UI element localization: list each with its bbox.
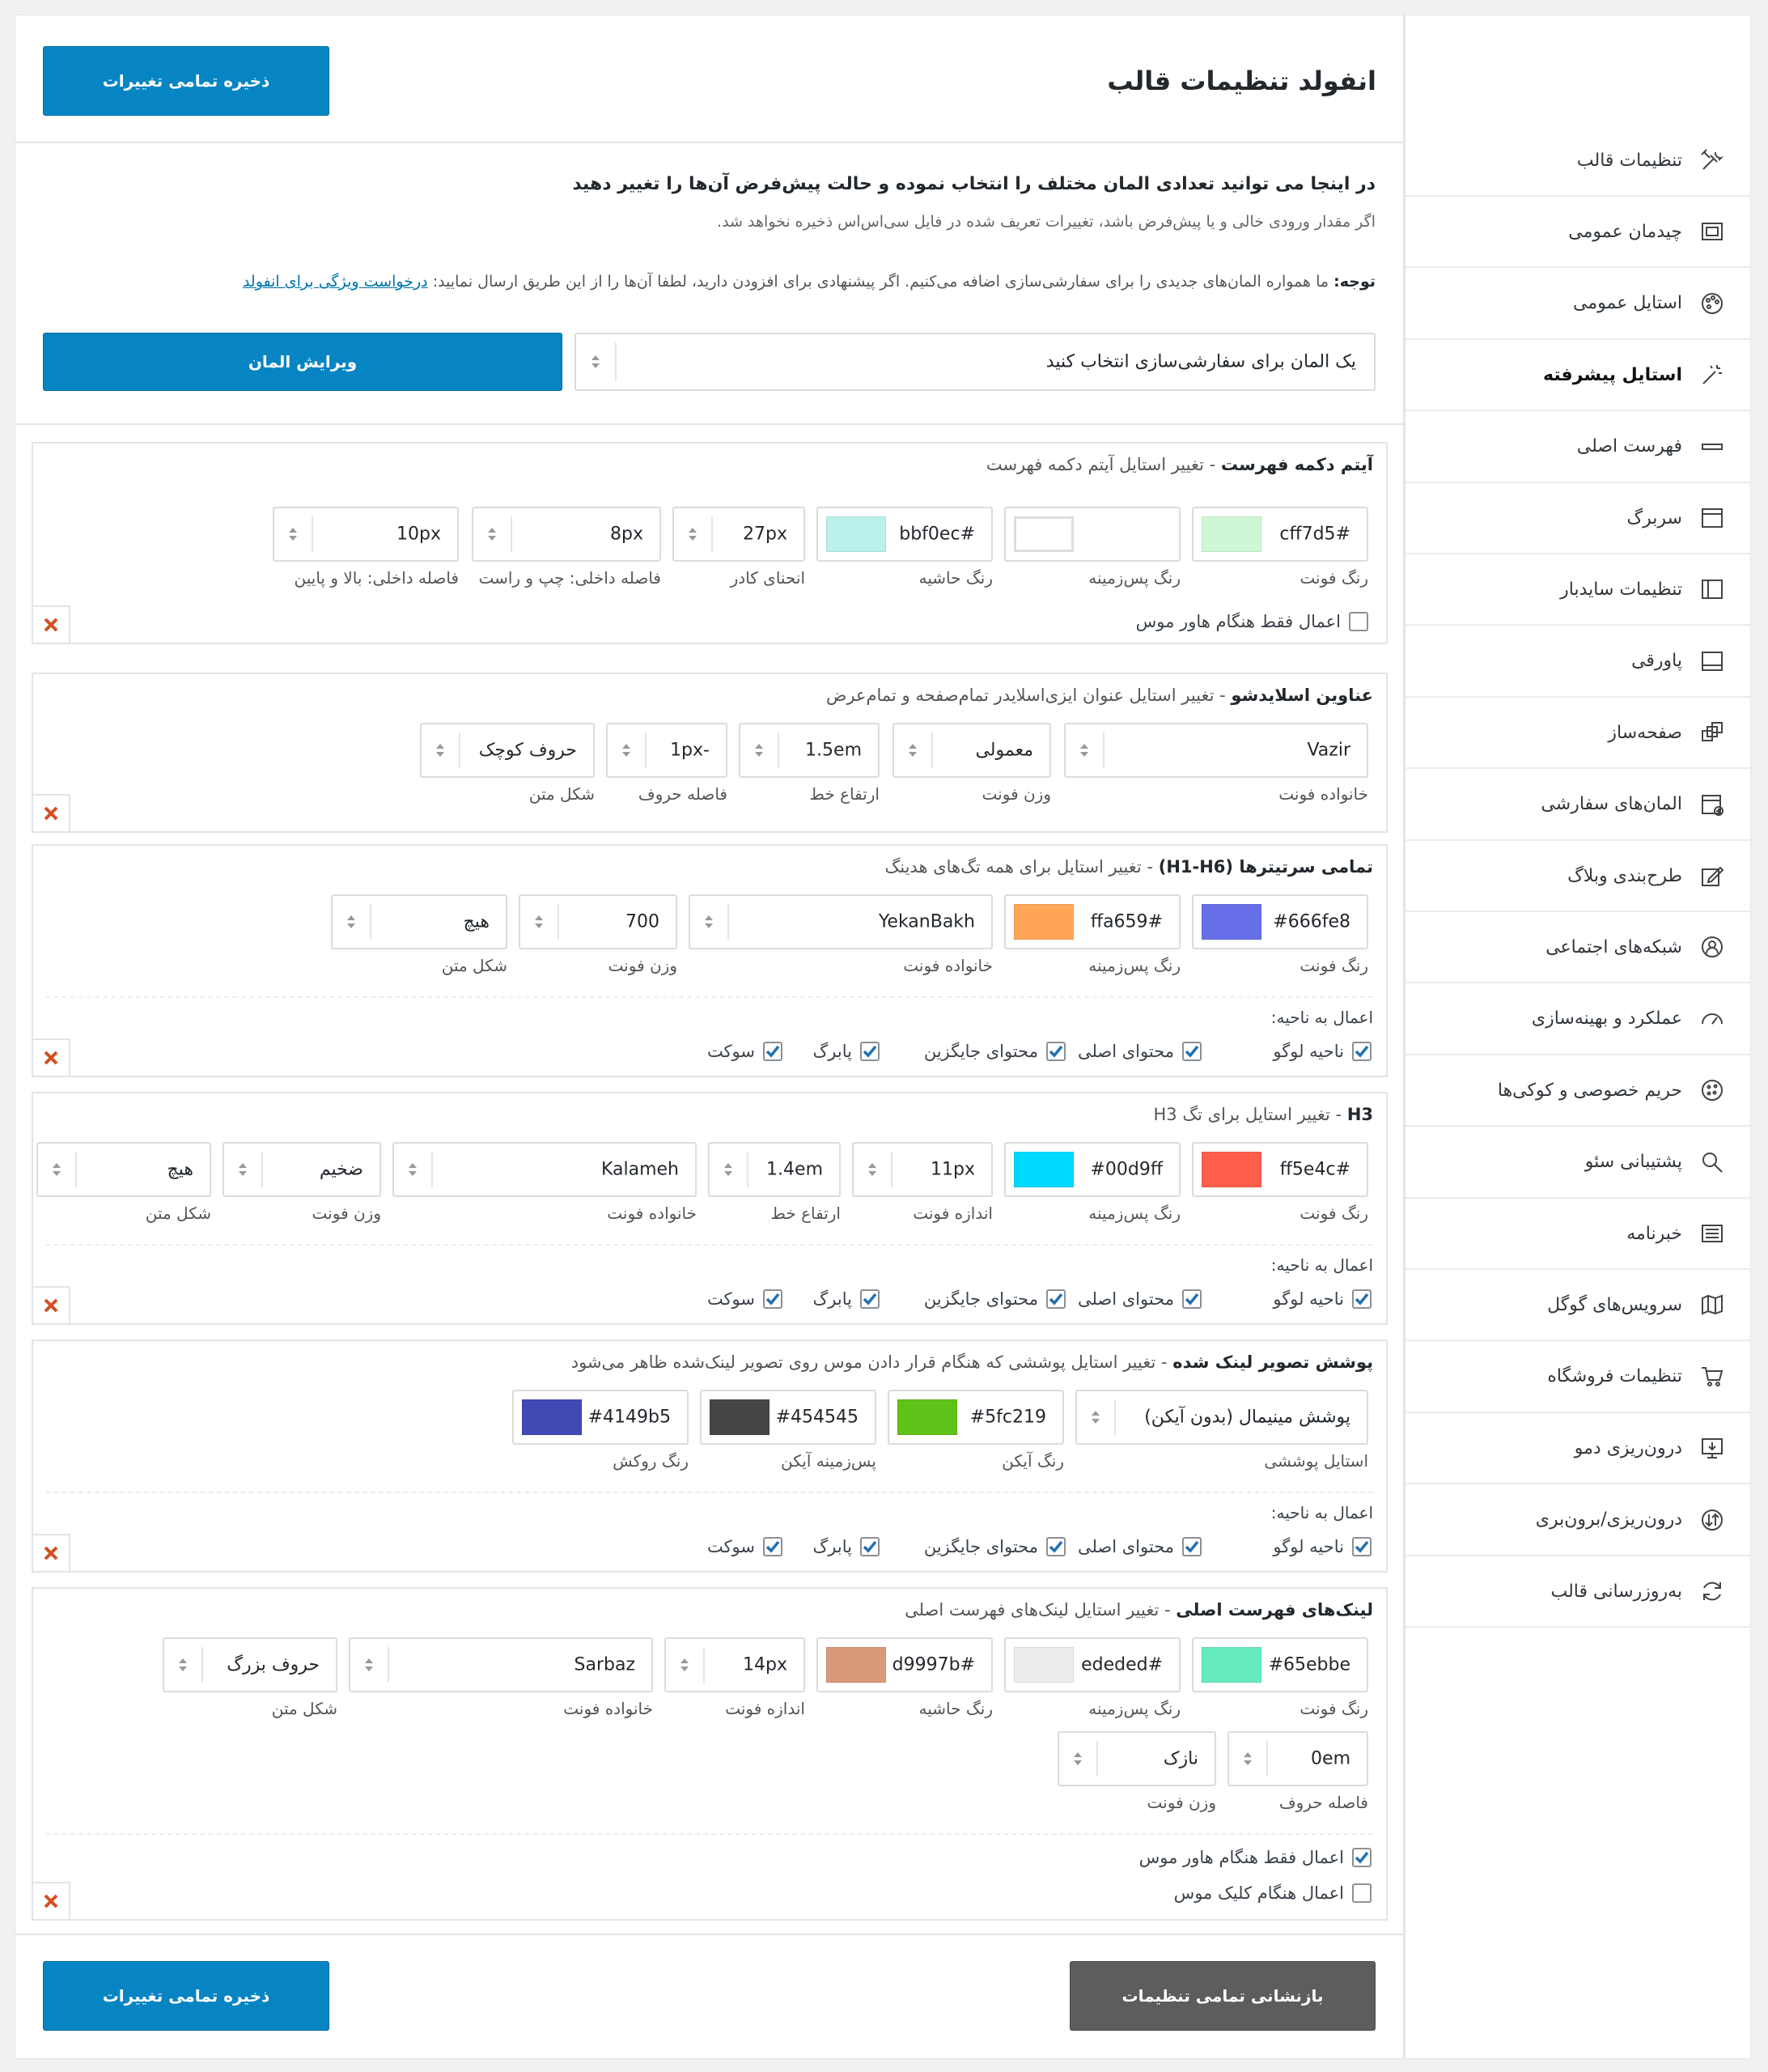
label: شکل متن bbox=[145, 1204, 211, 1223]
color-swatch[interactable] bbox=[1014, 1152, 1074, 1187]
label: رنگ پس‌زمینه bbox=[1088, 1699, 1181, 1718]
select-arrows-icon bbox=[576, 342, 617, 381]
panel-title: لینک‌های فهرست اصلی - تغییر استایل لینک‌های فهرست اصلی bbox=[905, 1600, 1373, 1620]
sidebar-item-map[interactable] bbox=[1405, 1270, 1750, 1341]
sidebar-item-label: صفحه‌ساز bbox=[1608, 722, 1682, 743]
text-transform-select[interactable]: هیچ bbox=[36, 1142, 211, 1197]
panel-menu-button bbox=[32, 442, 1388, 644]
divider bbox=[46, 1833, 1373, 1835]
sidebar-item-speedometer[interactable] bbox=[1405, 984, 1750, 1055]
line-height-select[interactable]: 1.4em bbox=[708, 1142, 841, 1197]
sidebar-item-label: طرح‌بندی وبلاگ bbox=[1567, 865, 1682, 886]
label: رنگ پس‌زمینه bbox=[1088, 956, 1181, 975]
sidebar-item-import-export[interactable] bbox=[1405, 1485, 1750, 1556]
bg-color-field[interactable]: #ededed bbox=[1004, 1637, 1181, 1692]
text-transform-select[interactable]: هیچ bbox=[331, 894, 507, 949]
sidebar-item-label: حریم خصوصی و کوکی‌ها bbox=[1497, 1080, 1682, 1101]
label: خانواده فونت bbox=[563, 1699, 653, 1718]
color-swatch[interactable] bbox=[1202, 1152, 1261, 1187]
import-export-icon bbox=[1698, 1506, 1726, 1534]
area-main-checkbox[interactable]: محتوای اصلی bbox=[1078, 1289, 1202, 1309]
label: شکل متن bbox=[441, 956, 507, 975]
sidebar-item-menu-bar[interactable] bbox=[1405, 412, 1750, 483]
label: انحنای کادر bbox=[730, 568, 805, 588]
area-logo-checkbox[interactable]: ناحیه لوگو bbox=[1273, 1042, 1372, 1061]
icon-bg-field[interactable]: #454545 bbox=[700, 1390, 876, 1445]
label: وزن فونت bbox=[608, 956, 677, 975]
map-icon bbox=[1698, 1291, 1726, 1318]
panel-h3 bbox=[32, 1092, 1388, 1325]
panel-title: آیتم دکمه فهرست - تغییر استایل آیتم دکمه فهرست bbox=[986, 455, 1373, 474]
sidebar-item-label: عملکرد و بهینه‌سازی bbox=[1531, 1008, 1682, 1030]
menu-bar-icon bbox=[1698, 433, 1726, 461]
letter-spacing-select[interactable]: 0em bbox=[1227, 1731, 1368, 1786]
font-family-select[interactable]: YekanBakh bbox=[689, 894, 993, 949]
palette-icon bbox=[1698, 290, 1726, 317]
intro-title: در اینجا می توانید تعدادی المان مختلف را انتخاب نموده و حالت پیش‌فرض آن‌ها را تغییر دهید bbox=[572, 174, 1376, 194]
apply-to-label: اعمال به ناحیه: bbox=[1270, 1503, 1373, 1522]
label: رنگ پس‌زمینه bbox=[1088, 568, 1181, 588]
panel-all-headings bbox=[32, 844, 1388, 1077]
bg-color-field[interactable]: #ffa659 bbox=[1004, 894, 1181, 949]
font-color-field[interactable]: #65ebbe bbox=[1192, 1637, 1368, 1692]
label: استایل پوششی bbox=[1264, 1451, 1368, 1471]
area-alt-checkbox[interactable]: محتوای جایگزین bbox=[924, 1537, 1066, 1556]
edit-element-button[interactable]: ویرایش المان bbox=[43, 333, 562, 391]
sidebar-item-label: خبرنامه bbox=[1626, 1223, 1682, 1244]
element-select-value: یک المان برای سفارشی‌سازی انتخاب کنید bbox=[1045, 351, 1356, 372]
area-logo-checkbox[interactable]: ناحیه لوگو bbox=[1273, 1537, 1372, 1556]
magic-wand-icon bbox=[1698, 361, 1726, 388]
area-footer-checkbox[interactable]: پابرگ bbox=[813, 1042, 880, 1061]
color-swatch[interactable] bbox=[1014, 1647, 1074, 1683]
panel-title: تمامی سرتیترها (H1-H6) - تغییر استایل برای همه تگ‌های هدینگ bbox=[884, 857, 1373, 877]
click-only-checkbox[interactable]: اعمال هنگام کلیک موس bbox=[1174, 1883, 1372, 1903]
border-color-field[interactable]: #bbf0ec bbox=[816, 507, 993, 562]
header-icon bbox=[1698, 504, 1726, 532]
tools-icon bbox=[1698, 146, 1726, 174]
import-demo-icon bbox=[1698, 1434, 1726, 1462]
panel-title: عناوین اسلایدشو - تغییر استایل عنوان ایزی‌اسلایدر تمام‌صفحه و تمام‌عرض bbox=[825, 686, 1373, 705]
sidebar-item-label: پشتیبانی سئو bbox=[1584, 1152, 1682, 1173]
element-select[interactable] bbox=[574, 333, 1376, 391]
sidebar-item-refresh[interactable] bbox=[1405, 1556, 1750, 1628]
sidebar-item-label: تنظیمات قالب bbox=[1576, 150, 1682, 171]
sidebar-item-magic-wand[interactable] bbox=[1405, 340, 1750, 411]
panel-title: پوشش تصویر لینک شده - تغییر استایل پوششی که هنگام قرار دادن موس روی تصویر لینک‌شده ظاهر می‌شود bbox=[570, 1352, 1373, 1372]
color-swatch[interactable] bbox=[826, 516, 886, 552]
label: خانواده فونت bbox=[1278, 784, 1368, 804]
color-swatch[interactable] bbox=[1202, 904, 1261, 940]
font-color-field[interactable]: #666fe8 bbox=[1192, 894, 1368, 949]
color-swatch[interactable] bbox=[710, 1399, 770, 1435]
font-family-select[interactable]: Kalameh bbox=[392, 1142, 697, 1197]
sidebar-item-label: به‌روزرسانی قالب bbox=[1550, 1581, 1682, 1602]
area-main-checkbox[interactable]: محتوای اصلی bbox=[1078, 1042, 1202, 1061]
sidebar-item-layout[interactable] bbox=[1405, 197, 1750, 268]
label: رنگ آیکن bbox=[1002, 1451, 1064, 1471]
builder-icon bbox=[1698, 719, 1726, 746]
color-swatch[interactable] bbox=[826, 1647, 886, 1683]
label: فاصله داخلی: بالا و پایین bbox=[294, 568, 459, 588]
label: رنگ پس‌زمینه bbox=[1088, 1204, 1181, 1223]
font-color-field[interactable]: #cff7d5 bbox=[1192, 507, 1368, 562]
sidebar-item-builder[interactable] bbox=[1405, 698, 1750, 769]
sidebar-item-label: استایل پیشرفته bbox=[1542, 364, 1682, 385]
text-transform-select[interactable]: حروف بزرگ bbox=[163, 1637, 337, 1692]
sidebar-item-edit[interactable] bbox=[1405, 841, 1750, 912]
font-weight-select[interactable]: 700 bbox=[519, 894, 677, 949]
sidebar-item-tools[interactable] bbox=[1405, 125, 1750, 197]
label: ارتفاع خط bbox=[770, 1204, 841, 1223]
label: رنگ روکش bbox=[613, 1451, 689, 1471]
area-footer-checkbox[interactable]: پابرگ bbox=[813, 1537, 880, 1556]
sidebar-item-footer[interactable] bbox=[1405, 626, 1750, 698]
panel-main-menu-links bbox=[32, 1587, 1388, 1921]
divider bbox=[46, 996, 1373, 998]
label: وزن فونت bbox=[982, 784, 1051, 804]
note-text: ما همواره المان‌های جدیدی را برای سفارشی‌سازی اضافه می‌کنیم. اگر پیشنهادی برای افزودن دارید، لطفا آن‌ها را از این طریق ارسال نمایید: bbox=[432, 273, 1329, 291]
sidebar-item-sidebar[interactable] bbox=[1405, 554, 1750, 626]
remove-panel-button[interactable] bbox=[33, 605, 70, 643]
sidebar bbox=[1404, 15, 1750, 2058]
area-socket-checkbox[interactable]: سوکت bbox=[707, 1537, 782, 1556]
note bbox=[243, 273, 1376, 291]
options-window bbox=[15, 15, 1751, 2059]
refresh-icon bbox=[1698, 1577, 1726, 1605]
sidebar-item-label: تنظیمات سایدبار bbox=[1560, 579, 1682, 600]
color-swatch[interactable] bbox=[522, 1399, 582, 1435]
color-swatch[interactable] bbox=[1014, 904, 1074, 940]
area-alt-checkbox[interactable]: محتوای جایگزین bbox=[924, 1042, 1066, 1061]
font-weight-select[interactable]: ضخیم bbox=[223, 1142, 381, 1197]
apply-to-label: اعمال به ناحیه: bbox=[1270, 1008, 1373, 1027]
font-family-select[interactable]: Sarbaz bbox=[349, 1637, 653, 1692]
font-size-select[interactable]: 11px bbox=[852, 1142, 993, 1197]
font-family-select[interactable]: Vazir bbox=[1064, 723, 1368, 778]
label: رنگ حاشیه bbox=[918, 1699, 993, 1718]
search-icon bbox=[1698, 1149, 1726, 1176]
main-content bbox=[15, 15, 1404, 2058]
sidebar-item-cookie[interactable] bbox=[1405, 1055, 1750, 1127]
bg-color-field[interactable]: #00d9ff bbox=[1004, 1142, 1181, 1197]
apply-to-label: اعمال به ناحیه: bbox=[1270, 1255, 1373, 1275]
speedometer-icon bbox=[1698, 1005, 1726, 1033]
overlay-style-select[interactable]: پوشش مینیمال (بدون آیکن) bbox=[1075, 1390, 1368, 1445]
label: ارتفاع خط bbox=[809, 784, 880, 804]
label: رنگ حاشیه bbox=[918, 568, 993, 588]
border-color-field[interactable]: #d9997b bbox=[816, 1637, 993, 1692]
icon-color-field[interactable]: #5fc219 bbox=[888, 1390, 1064, 1445]
color-swatch[interactable] bbox=[1202, 1647, 1261, 1683]
sidebar-item-label: فهرست اصلی bbox=[1576, 436, 1682, 457]
label: فاصله داخلی: چپ و راست bbox=[478, 568, 661, 588]
area-socket-checkbox[interactable]: سوکت bbox=[707, 1289, 782, 1309]
padding-tb-field[interactable]: 10px bbox=[273, 507, 459, 562]
sidebar-item-label: درون‌ریزی/برون‌بری bbox=[1535, 1509, 1682, 1531]
sidebar-item-label: چیدمان عمومی bbox=[1568, 221, 1682, 242]
label: فاصله حروف bbox=[1278, 1793, 1368, 1812]
font-weight-select[interactable]: نازک bbox=[1058, 1731, 1216, 1786]
font-weight-select[interactable]: معمولی bbox=[892, 723, 1051, 778]
panel-title: H3 - تغییر استایل برای تگ H3 bbox=[1153, 1105, 1373, 1124]
hover-only-checkbox[interactable]: اعمال فقط هنگام هاور موس bbox=[1139, 1848, 1372, 1867]
sidebar-item-search[interactable] bbox=[1405, 1127, 1750, 1199]
note-label: توجه: bbox=[1333, 273, 1376, 291]
label: اندازه فونت bbox=[725, 1699, 805, 1718]
sidebar-item-import-demo[interactable] bbox=[1405, 1413, 1750, 1484]
layout-icon bbox=[1698, 218, 1726, 245]
page-title: انفولد تنظیمات قالب bbox=[1107, 66, 1376, 96]
label: رنگ فونت bbox=[1300, 1204, 1368, 1223]
area-main-checkbox[interactable]: محتوای اصلی bbox=[1078, 1537, 1202, 1556]
edit-icon bbox=[1698, 862, 1726, 890]
sidebar-item-newsletter[interactable] bbox=[1405, 1199, 1750, 1270]
sidebar-item-label: شبکه‌های اجتماعی bbox=[1545, 936, 1682, 957]
sidebar-item-header[interactable] bbox=[1405, 483, 1750, 554]
area-logo-checkbox[interactable]: ناحیه لوگو bbox=[1273, 1289, 1372, 1309]
label: وزن فونت bbox=[312, 1204, 381, 1223]
overlay-color-field[interactable]: #4149b5 bbox=[512, 1390, 689, 1445]
label: فاصله حروف bbox=[638, 784, 727, 804]
label: وزن فونت bbox=[1147, 1793, 1216, 1812]
area-footer-checkbox[interactable]: پابرگ bbox=[813, 1289, 880, 1309]
sidebar-icon bbox=[1698, 575, 1726, 603]
sidebar-item-palette[interactable] bbox=[1405, 269, 1750, 340]
footer-icon bbox=[1698, 648, 1726, 675]
label: رنگ فونت bbox=[1300, 568, 1368, 588]
line-height-select[interactable]: 1.5em bbox=[739, 723, 880, 778]
divider bbox=[15, 1934, 1404, 1935]
border-radius-field[interactable]: 27px bbox=[672, 507, 805, 562]
padding-lr-field[interactable]: 8px bbox=[472, 507, 661, 562]
sidebar-item-label: پاورقی bbox=[1631, 651, 1682, 672]
sidebar-item-label: سربرگ bbox=[1626, 507, 1682, 529]
label: شکل متن bbox=[528, 784, 595, 804]
remove-panel-button[interactable] bbox=[33, 1038, 70, 1076]
intro-subtitle: اگر مقدار ورودی خالی و یا پیش‌فرض باشد، تغییرات تعریف شده در فایل سی‌اس‌اس ذخیره نخواهد شد. bbox=[717, 213, 1376, 231]
label: شکل متن bbox=[271, 1699, 337, 1718]
sidebar-item-label: تنظیمات فروشگاه bbox=[1547, 1366, 1682, 1387]
custom-elements-icon bbox=[1698, 791, 1726, 818]
color-swatch[interactable] bbox=[1014, 516, 1074, 552]
sidebar-item-cart[interactable] bbox=[1405, 1342, 1750, 1413]
feature-request-link[interactable]: درخواست ویژگی برای انفولد bbox=[242, 273, 428, 291]
label: خانواده فونت bbox=[607, 1204, 697, 1223]
font-size-select[interactable]: 14px bbox=[664, 1637, 805, 1692]
reset-all-button[interactable]: بازنشانی تمامی تنظیمات bbox=[1070, 1961, 1376, 2031]
panel-slideshow-titles bbox=[32, 673, 1388, 833]
label: رنگ فونت bbox=[1300, 1699, 1368, 1718]
label: رنگ فونت bbox=[1300, 956, 1368, 975]
text-transform-select[interactable]: حروف کوچک bbox=[420, 723, 595, 778]
bg-color-field[interactable] bbox=[1004, 507, 1181, 562]
page-header bbox=[15, 15, 1404, 143]
remove-panel-button[interactable] bbox=[33, 1286, 70, 1323]
divider bbox=[15, 423, 1404, 425]
sidebar-item-custom-elements[interactable] bbox=[1405, 770, 1750, 841]
area-alt-checkbox[interactable]: محتوای جایگزین bbox=[924, 1289, 1066, 1309]
save-all-button-top[interactable]: ذخیره تمامی تغییرات bbox=[43, 46, 329, 116]
label: خانواده فونت bbox=[903, 956, 993, 975]
divider bbox=[46, 1244, 1373, 1246]
sidebar-item-social[interactable] bbox=[1405, 912, 1750, 983]
hover-only-checkbox[interactable]: اعمال فقط هنگام هاور موس bbox=[1136, 612, 1368, 631]
save-all-button-bottom[interactable]: ذخیره تمامی تغییرات bbox=[43, 1961, 329, 2031]
newsletter-icon bbox=[1698, 1220, 1726, 1247]
remove-panel-button[interactable] bbox=[33, 1534, 70, 1571]
area-socket-checkbox[interactable]: سوکت bbox=[707, 1042, 782, 1061]
font-color-field[interactable]: #ff5e4c bbox=[1192, 1142, 1368, 1197]
remove-panel-button[interactable] bbox=[33, 1882, 70, 1919]
remove-panel-button[interactable] bbox=[33, 794, 70, 831]
letter-spacing-select[interactable]: -1px bbox=[606, 723, 727, 778]
divider bbox=[46, 1492, 1373, 1493]
label: اندازه فونت bbox=[913, 1204, 993, 1223]
sidebar-item-label: سرویس‌های گوگل bbox=[1547, 1294, 1682, 1315]
sidebar-item-label: درون‌ریزی دمو bbox=[1574, 1437, 1682, 1458]
color-swatch[interactable] bbox=[1202, 516, 1261, 552]
sidebar-item-label: المان‌های سفارشی bbox=[1541, 794, 1682, 815]
panel-linked-image-overlay bbox=[32, 1340, 1388, 1573]
sidebar-item-label: استایل عمومی bbox=[1573, 293, 1682, 314]
color-swatch[interactable] bbox=[897, 1399, 957, 1435]
cart-icon bbox=[1698, 1363, 1726, 1391]
cookie-icon bbox=[1698, 1076, 1726, 1104]
label: پس‌زمینه آیکن bbox=[781, 1451, 876, 1471]
social-icon bbox=[1698, 933, 1726, 961]
